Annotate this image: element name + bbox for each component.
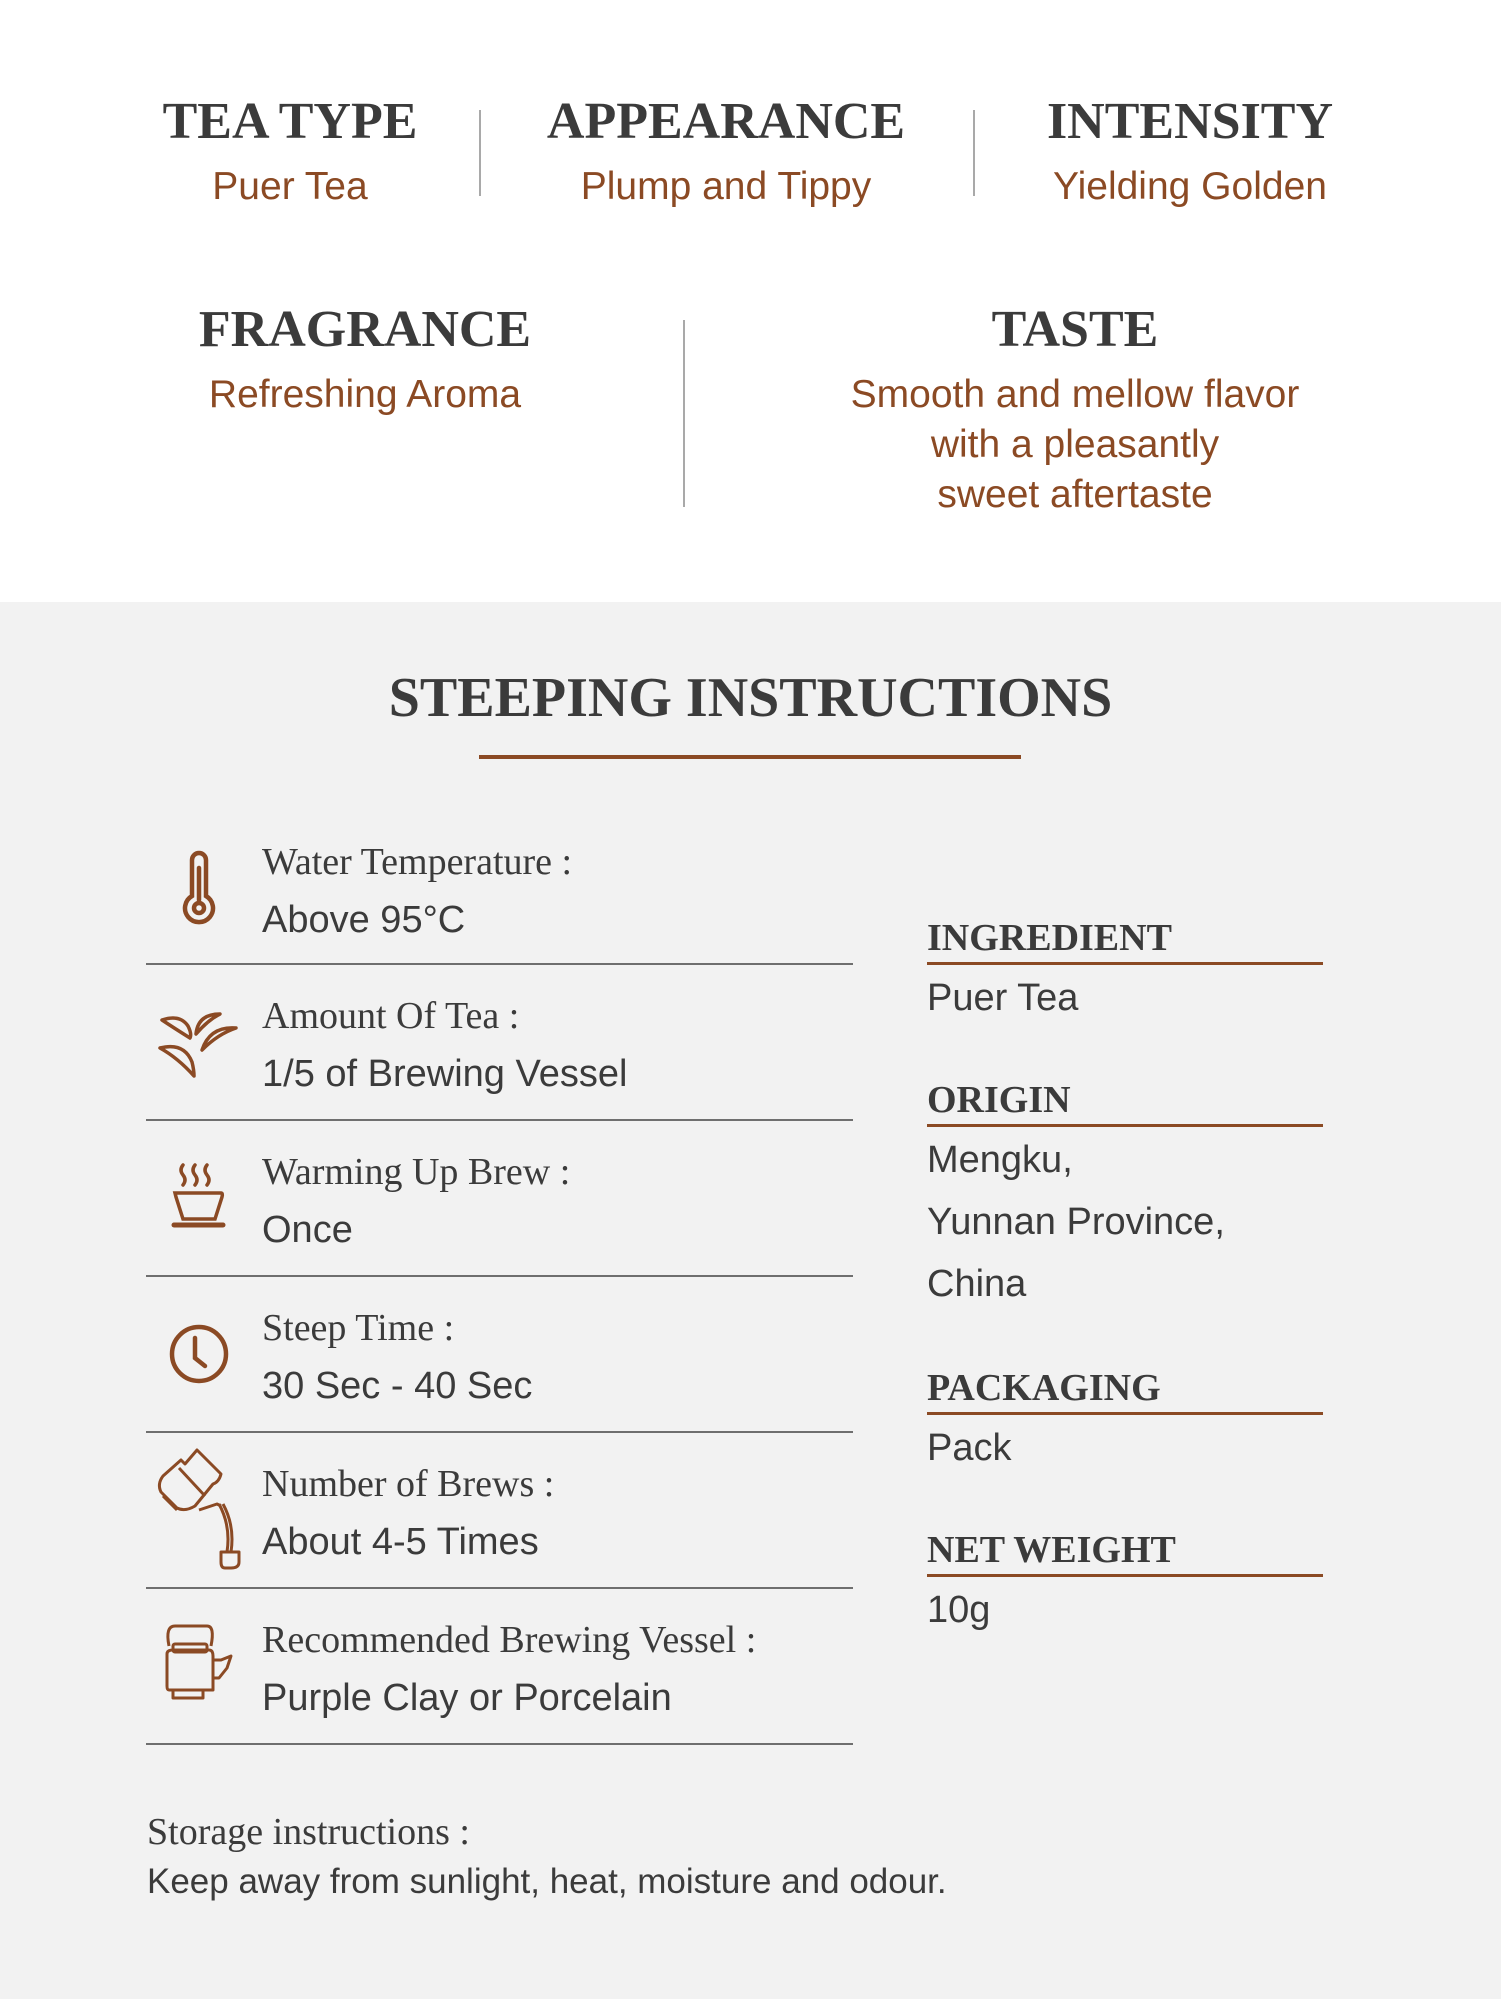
row-label: Amount Of Tea : bbox=[262, 995, 520, 1037]
spec-value: Puer Tea bbox=[927, 977, 1079, 1019]
row-value: 30 Sec - 40 Sec bbox=[262, 1365, 533, 1407]
spec-ingredient bbox=[927, 918, 1323, 1029]
steeping-row-number-of-brews bbox=[146, 1432, 853, 1589]
attribute-value: Yielding Golden bbox=[1053, 165, 1327, 208]
steeping-row-water-temperature bbox=[146, 808, 853, 965]
spec-packaging bbox=[927, 1368, 1323, 1479]
steeping-row-brewing-vessel bbox=[146, 1588, 853, 1745]
spec-origin bbox=[927, 1080, 1323, 1315]
spec-value bbox=[927, 1129, 1323, 1315]
attribute-heading: APPEARANCE bbox=[546, 93, 906, 150]
clock-icon bbox=[154, 1304, 244, 1404]
attribute-appearance bbox=[520, 92, 932, 212]
divider bbox=[479, 110, 481, 196]
origin-line: Mengku, bbox=[927, 1139, 1073, 1181]
steaming-cup-icon bbox=[154, 1146, 244, 1246]
spec-heading: ORIGIN bbox=[927, 1080, 1323, 1127]
spec-net-weight bbox=[927, 1530, 1323, 1641]
row-value: 1/5 of Brewing Vessel bbox=[262, 1053, 628, 1095]
steeping-row-warming-up-brew bbox=[146, 1120, 853, 1277]
attribute-value: Plump and Tippy bbox=[580, 165, 872, 208]
origin-line: China bbox=[927, 1263, 1027, 1305]
row-label: Number of Brews : bbox=[262, 1463, 555, 1505]
origin-line: Yunnan Province, bbox=[927, 1201, 1225, 1243]
spec-heading: NET WEIGHT bbox=[927, 1530, 1323, 1577]
pouring-teapot-icon bbox=[154, 1444, 244, 1574]
storage-text: Keep away from sunlight, heat, moisture and odour. bbox=[147, 1862, 947, 1901]
attribute-heading: TASTE bbox=[991, 301, 1159, 358]
tea-leaves-icon bbox=[154, 994, 244, 1094]
title-underline bbox=[479, 755, 1021, 759]
taste-line: sweet aftertaste bbox=[937, 473, 1213, 516]
divider bbox=[683, 320, 685, 507]
taste-line: Smooth and mellow flavor bbox=[850, 373, 1300, 416]
row-value: Above 95°C bbox=[262, 899, 466, 941]
row-value: Purple Clay or Porcelain bbox=[262, 1677, 672, 1719]
row-label: Water Temperature : bbox=[262, 841, 573, 883]
row-label: Warming Up Brew : bbox=[262, 1151, 571, 1193]
spec-value: Pack bbox=[927, 1427, 1012, 1469]
row-value: About 4-5 Times bbox=[262, 1521, 539, 1563]
attribute-tea-type bbox=[120, 92, 460, 212]
spec-value: 10g bbox=[927, 1589, 991, 1631]
steeping-row-steep-time bbox=[146, 1276, 853, 1433]
row-value: Once bbox=[262, 1209, 353, 1251]
attribute-heading: FRAGRANCE bbox=[198, 301, 532, 358]
steeping-row-amount-of-tea bbox=[146, 964, 853, 1121]
attribute-value: Puer Tea bbox=[212, 165, 368, 208]
spec-heading: PACKAGING bbox=[927, 1368, 1323, 1415]
section-title: STEEPING INSTRUCTIONS bbox=[388, 667, 1113, 729]
attribute-heading: TEA TYPE bbox=[162, 93, 418, 150]
spec-heading: INGREDIENT bbox=[927, 918, 1323, 965]
attribute-fragrance bbox=[150, 300, 580, 420]
attribute-value: Refreshing Aroma bbox=[208, 373, 522, 416]
row-label: Recommended Brewing Vessel : bbox=[262, 1619, 757, 1661]
teapot-icon bbox=[154, 1610, 244, 1710]
attribute-value bbox=[760, 370, 1390, 520]
thermometer-icon bbox=[154, 838, 244, 938]
storage-label: Storage instructions : bbox=[147, 1811, 470, 1853]
attribute-taste bbox=[760, 300, 1390, 520]
taste-line: with a pleasantly bbox=[930, 423, 1220, 466]
attribute-intensity bbox=[1000, 92, 1380, 212]
divider bbox=[973, 110, 975, 196]
row-label: Steep Time : bbox=[262, 1307, 455, 1349]
attribute-heading: INTENSITY bbox=[1046, 93, 1334, 150]
